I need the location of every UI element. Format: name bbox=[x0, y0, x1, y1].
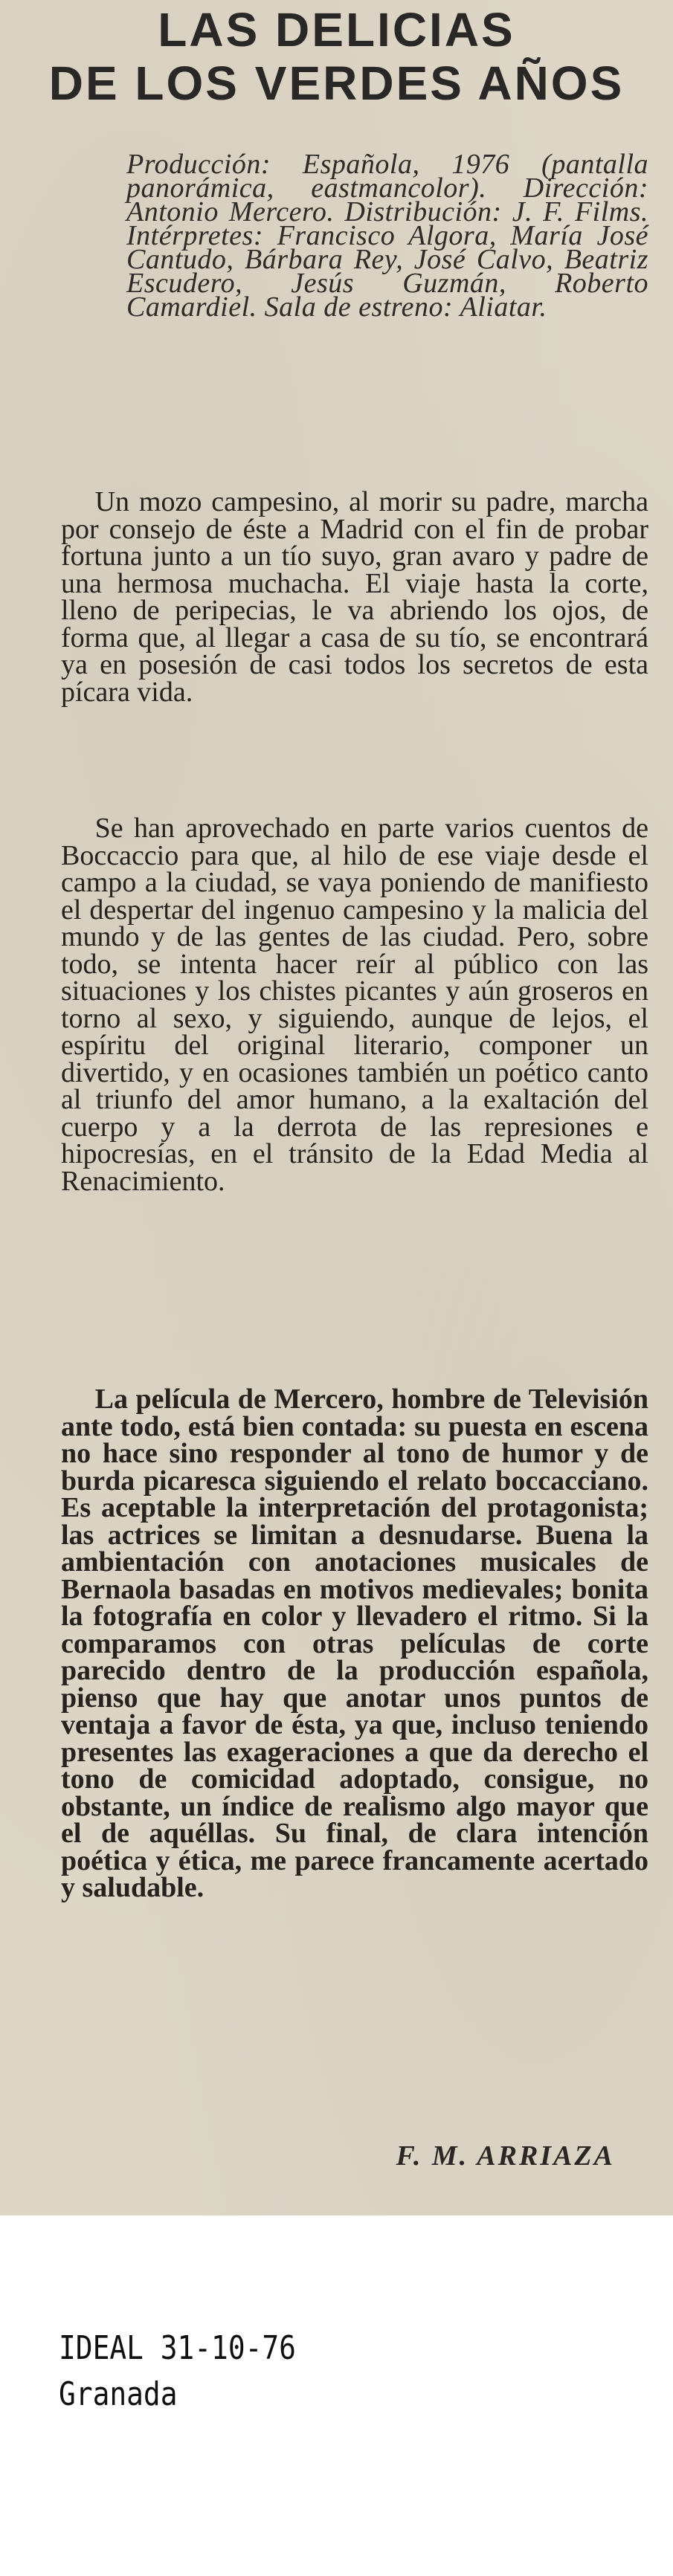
article-paragraph-1: Un mozo campesino, al morir su padre, marcha por consejo de éste a Madrid con el fin de probar fortuna junto a un tío suyo, gran avaro y padre de una hermosa muchacha. El viaje hasta la corte, lleno de peripecias, le va abriendo los ojos, de forma que, al llegar a casa de su tío, se encontrará ya en posesión de casi todos los secretos de esta pícara vida. bbox=[61, 486, 648, 708]
headline-line-1: LAS DELICIAS bbox=[158, 3, 515, 57]
article-paragraph-2: Se han aprovechado en parte varios cuentos de Boccaccio para que, al hilo de ese viaje desde el campo a la ciudad, se vaya poniendo de manifiesto el despertar del ingenuo campesino y la malicia del mundo y de las gentes de las ciudad. Pero, sobre todo, se intenta hacer reír al público con las situaciones y los chistes picantes y aún groseros en torno al sexo, y siguiendo, aunque de lejos, el espíritu del original literario, componer un divertido, y en ocasiones también un poético canto al triunfo del amor humano, a la exaltación del cuerpo y a la derrota de las represiones e hipocresías, en el tránsito de la Edad Media al Renacimiento. bbox=[61, 813, 648, 1197]
article-paragraph-3: La película de Mercero, hombre de Televisión ante todo, está bien contada: su puesta en escena no hace sino responder al tono de humor y de burda picaresca siguiendo el relato boccacciano. Es aceptable la interpretación del protagonista; las actrices se limitan a desnudarse. Buena la ambientación con anotaciones musicales de Bernaola basadas en motivos medievales; bonita la fotografía en color y llevadero el ritmo. Si la comparamos con otras películas de corte parecido dentro de la producción española, pienso que hay que anotar unos puntos de ventaja a favor de ésta, ya que, incluso teniendo presentes las exageraciones a que da derecho el tono de comicidad adoptado, consigue, no obstante, un índice de realismo algo mayor que el de aquéllas. Su final, de clara intención poética y ética, me parece francamente acertado y saludable. bbox=[61, 1384, 648, 1903]
source-note-publication: IDEAL 31-10-76 bbox=[59, 2329, 296, 2367]
author-signature: F. M. ARRIAZA bbox=[396, 2140, 615, 2172]
film-credits: Producción: Española, 1976 (pantalla panorámica, eastmancolor). Dirección: Antonio Mercero. Distribución: J. F. Films. Intérpretes: Francisco Algora, María José Cantudo, Bárbara Rey, José Calvo, Beatriz Escudero, Jesús Guzmán, Roberto Camardiel. Sala de estreno: Aliatar. bbox=[126, 149, 648, 323]
source-note-city: Granada bbox=[59, 2375, 178, 2413]
headline-line-2: DE LOS VERDES AÑOS bbox=[48, 57, 625, 110]
